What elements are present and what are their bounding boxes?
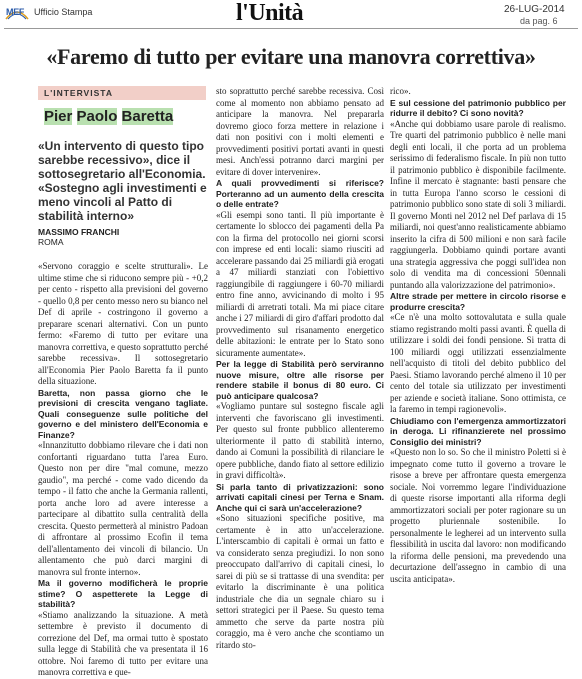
office-label: Ufficio Stampa xyxy=(34,7,93,17)
article-paragraph: rico». xyxy=(390,86,411,96)
author-byline: MASSIMO FRANCHI xyxy=(38,227,120,237)
article-deck: «Un intervento di questo tipo sarebbe recessivo», dice il sottosegretario all'Economia. «Sostegno agli investimenti e meno vincoli al Patto di stabilità interno» xyxy=(38,139,207,223)
page-reference: da pag. 6 xyxy=(520,16,558,26)
interview-question: Si parla tanto di privatizzazioni: sono arrivati capitali cinesi per Terna e Snam. Anche qui ci sarà un'accelerazione? xyxy=(216,481,384,513)
interview-question: Altre strade per mettere in circolo risorse e produrre crescita? xyxy=(390,291,566,312)
article-paragraph: «Anche qui dobbiamo usare parole di realismo. Tre quarti del patrimonio pubblico è nelle mani degli enti locali, il che porta ad un problema serissimo di federalismo fiscale. In più non tutto il patrimonio pubblico è disponibile facilmente. Infine il mercato è stagnante: basti pensare che in tutta Europa l'anno scorso le cessioni di patrimonio pubblico sono state di soli 3 miliardi. Il governo Monti nel 2012 nel Def parlava di 15 miliardi, noi quest'anno realisticamente abbiamo inserito la cifra di 500 milioni e non sarà facile raggiungerla. Dobbiamo quindi portare avanti una strategia aggressiva che poggi sull'idea non solo di vendita ma di concessioni 50ennali puntando alla valorizzazione del patrimonio». xyxy=(390,118,566,290)
press-header xyxy=(0,0,582,26)
article-paragraph: «Innanzitutto dobbiamo rilevare che i dati non confortanti riguardano tutta l'area Euro. Questo non per dire "mal comune, mezzo gaudio", ma perché - come vado dicendo da tempo - il fatto che anche la Germania rallenti, porta anche loro ad avere interesse a partecipare al dibattito sulla centralità della crescita. Questo permetterà al ministro Padoan di affrontare al prossimo Ecofin il tema dell'allentamento dei vincoli di bilancio. Un allentamento che può darci margini di manovra sul fronte interno». xyxy=(38,440,208,577)
section-kicker: L'INTERVISTA xyxy=(38,86,206,100)
interviewee-last-name: Baretta xyxy=(121,108,174,125)
newspaper-masthead: l'Unità xyxy=(236,0,304,26)
interview-question: Chiudiamo con l'emergenza ammortizzatori in deroga. Li rifinanzierete nel prossimo Consiglio dei ministri? xyxy=(390,415,566,447)
column-1 xyxy=(38,86,208,679)
interviewee-first-name: Pier xyxy=(44,108,73,125)
article-paragraph: «Sono situazioni specifiche positive, ma certamente è in atto un'accelerazione. L'interscambio di capitali è ormai un fatto e va considerato senza pregiudizi. Io non sono preoccupato dall'arrivo di capitali cinesi, lo sarei di più se si trattasse di una svendita: per evitarlo la discriminante è una politica industriale che dia un segnale chiaro su i settori strategici per il Paese. Su questo tema ammetto che serve da parte nostra più coraggio, ma è vero anche che scontiamo un ritardo sto- xyxy=(216,513,384,650)
column-2 xyxy=(216,86,384,651)
header-divider xyxy=(4,28,578,29)
interview-question: Ma il governo modificherà le proprie stime? O aspetterete la Legge di stabilità? xyxy=(38,578,208,609)
column-2-body xyxy=(216,86,384,651)
article-paragraph: sto soprattutto perché sarebbe recessiva. Così come al momento non abbiamo pensato ad anticipare la manovra. Nel prepararla dovremo gioco forza mettere in relazione i dati non positivi con i molti elementi e provvedimenti positivi portati avanti in questi mesi. Anch'essi potranno darci margini per evitare di dover intervenire». xyxy=(216,86,384,177)
column-3 xyxy=(390,86,566,585)
article-paragraph: «Ce n'è una molto sottovalutata e sulla quale stiamo registrando molti passi avanti. È quella di utilizzare i soldi dei fondi pensione. Si tratta di 100 miliardi oggi utilizzati essenzialmente nell'acquisto di titoli del debito pubblico del Paesi. Stiamo lavorando perché almeno il 10 per cento del totale sia utilizzato per investimenti per aziende e società italiane. Sono ottimista, ce la faremo in tempi ragionevoli». xyxy=(390,312,566,414)
column-1-body xyxy=(38,261,208,679)
column-3-body xyxy=(390,86,566,585)
interview-question: E sul cessione del patrimonio pubblico per ridurre il debito? Ci sono novità? xyxy=(390,97,566,118)
article-paragraph: «Servono coraggio e scelte strutturali». Le ultime stime che si riducono sempre più - +0,2 per cento - rispetto alla previsioni del governo - quello 0,8 per cento messo nero su bianco nel Def di aprile - costringono il governo a preparare scenari alternativi. Con un punto fermo: «Faremo di tutto per evitare una manovra correttiva, e questo soprattutto perché sarebbe recessiva». Il sottosegretario all'Economia Pier Paolo Baretta fa il punto della situazione. xyxy=(38,261,208,386)
interview-question: Baretta, non passa giorno che le previsioni di crescita vengano tagliate. Quali conseguenze sulle politiche del governo e del ministero dell'Economia e Finanze? xyxy=(38,387,208,440)
article-paragraph: «Vogliamo puntare sul sostegno fiscale agli interventi che favoriscano gli investimenti. Per questo sul fronte pubblico allenteremo ulteriormente il patto di stabilità interno, dando ai Comuni la possibilità di rilanciare le opere pubbliche, dando fiato al settore edilizio in gravi difficoltà». xyxy=(216,401,384,480)
interview-question: Per la legge di Stabilità però serviranno nuove misure, oltre alle risorse per rendere stabile il bonus di 80 euro. Ci può anticipare qualcosa? xyxy=(216,359,384,401)
article-headline: «Faremo di tutto per evitare una manovra correttiva» xyxy=(46,44,536,69)
interviewee-name xyxy=(44,108,208,125)
dateline-city: ROMA xyxy=(38,237,64,247)
interviewee-middle-name: Paolo xyxy=(76,108,118,125)
publication-date: 26-LUG-2014 xyxy=(504,4,565,15)
article-paragraph: «Gli esempi sono tanti. Il più importante è certamente lo sblocco dei pagamenti della Pa con la firma del protocollo nei giorni scorsi con imprese ed enti locali: siamo riusciti ad accelerare passando dai 25 miliardi già erogati a 47 miliardi stanziati con l'obiettivo raggiungibile di raggiungere i 60-70 miliardi entro fine anno, avvicinando di molto i 95 miliardi di arretrati totali. Ma mi piace citare anche i 27 miliardi di giro d'affari prodotto dal provvedimento sul risanamento energetico delle abitazioni: le entrate per lo Stato sono sicuramente aumentate». xyxy=(216,209,384,358)
article-paragraph: «Stiamo analizzando la situazione. A metà settembre è previsto il documento di correzione del Def, ma ormai tutto è spostato sulla legge di Stabilità che va presentata il 16 ottobre. Noi faremo di tutto per evitare una manovra correttiva e que- xyxy=(38,609,208,677)
mef-logo-text: MEF xyxy=(6,7,25,17)
interview-question: A quali provvedimenti si riferisce? Porteranno ad un aumento della crescita o delle entrate? xyxy=(216,178,384,209)
article-paragraph: «Questo non lo so. So che il ministro Poletti si è impegnato come tutto il governo a trovare le risose a breve per affrontare questa emergenza sociale. Noi vorremmo legare l'individuazione di queste risorse importanti alla riforma degli ammortizzatori sociali per poter ragionare su un progetto pluriennale sostenibile. Io personalmente le legherei ad un intervento sulla flessibilità in uscita dal lavoro: non modificando la riforma delle pensioni, ma prevedendo una decurtazione dell'assegno in cambio di una uscita anticipata». xyxy=(390,447,566,584)
